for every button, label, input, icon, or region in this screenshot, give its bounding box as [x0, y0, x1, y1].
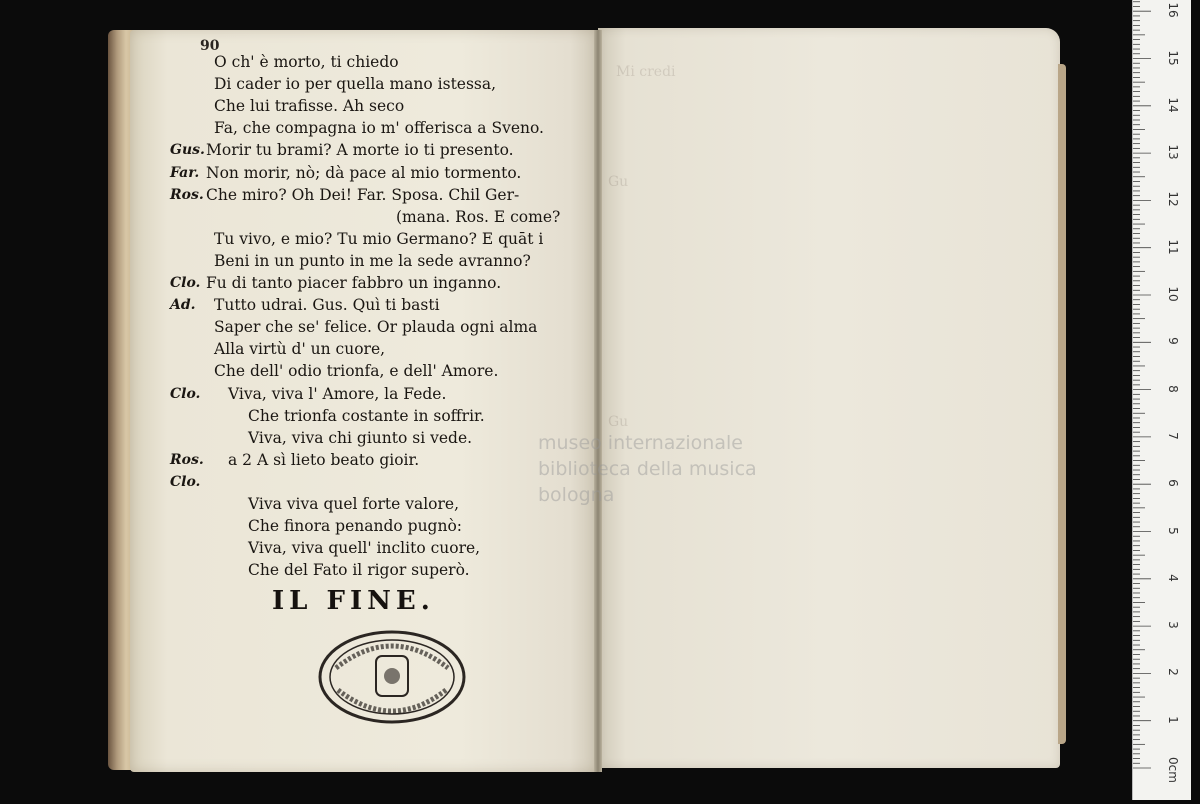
ruler-number: 13: [1166, 144, 1180, 160]
page-number: 90: [200, 38, 220, 54]
watermark-line: museo internazionale: [538, 432, 743, 454]
ruler-number: 1: [1166, 715, 1180, 724]
speaker-label: Ros.: [170, 186, 204, 203]
ruler-number: 3: [1166, 621, 1180, 629]
ruler-number: 10: [1166, 286, 1180, 302]
verse-line: Non morir, nò; dà pace al mio tormento.: [206, 163, 522, 182]
verse-line: Che miro? Oh Dei! Far. Sposa. Chil Ger-: [206, 185, 520, 204]
watermark-line: bologna: [538, 484, 615, 506]
ruler-number: 6: [1166, 479, 1180, 487]
verse-line: Che trionfa costante in soffrir.: [248, 406, 485, 425]
verse-line: Fa, che compagna io m' offerisca a Sveno.: [214, 119, 544, 138]
verse-line: Saper che se' felice. Or plauda ogni alma: [214, 318, 538, 337]
verse-line: a 2 A sì lieto beato gioir.: [228, 450, 420, 469]
verse-line: Viva viva quel forte valore,: [248, 495, 460, 513]
book-spine: [594, 30, 602, 772]
verse-line: Che del Fato il rigor superò.: [248, 561, 470, 580]
speaker-label: Ad.: [170, 297, 196, 314]
speaker-label: Clo.: [170, 385, 201, 402]
speaker-label: Ros.: [170, 451, 204, 468]
ruler-number: 14: [1166, 97, 1180, 113]
verse-line: Viva, viva l' Amore, la Fede.: [228, 384, 447, 403]
ruler-number: 15: [1166, 49, 1180, 66]
ruler-number: 12: [1166, 191, 1180, 208]
ruler-ticks: [1133, 0, 1191, 800]
right-page: [598, 28, 1060, 768]
verse-line: Viva, viva chi giunto si vede.: [248, 428, 473, 447]
verse-line: Tu vivo, e mio? Tu mio Germano? E quāt i: [214, 229, 544, 248]
ruler-number: 16: [1166, 2, 1180, 18]
ruler-number: 5: [1166, 526, 1180, 535]
ruler-number: 2: [1166, 668, 1180, 677]
show-through-text: Mi credi: [616, 64, 676, 80]
measurement-ruler: [1132, 0, 1191, 800]
verse-line: Che dell' odio trionfa, e dell' Amore.: [214, 362, 499, 381]
speaker-label: Far.: [170, 164, 200, 181]
ruler-number: 4: [1166, 573, 1180, 582]
verse-line: (mana. Ros. E come?: [396, 207, 561, 226]
verse-line: Beni in un punto in me la sede avranno?: [214, 251, 531, 270]
verse-line: Viva, viva quell' inclito cuore,: [248, 539, 481, 558]
ruler-number: 8: [1166, 384, 1180, 393]
ruler-number: 9: [1166, 337, 1180, 346]
verse-line: Tutto udrai. Gus. Quì ti basti: [214, 296, 440, 315]
speaker-label: Clo.: [170, 473, 201, 490]
ruler-number: 11: [1166, 239, 1180, 255]
end-title: IL FINE.: [272, 586, 435, 616]
verse-line: Morir tu brami? A morte io ti presento.: [206, 141, 514, 160]
watermark-line: biblioteca della musica: [538, 458, 757, 480]
speaker-label: Gus.: [170, 142, 205, 159]
verse-line: O ch' è morto, ti chiedo: [214, 53, 399, 71]
show-through-text: Gu: [608, 174, 629, 190]
right-page-edge: [1058, 64, 1066, 744]
watermark: [538, 430, 757, 508]
show-through-text: Gu: [608, 414, 629, 430]
ruler-number: 7: [1166, 432, 1180, 440]
ruler-number: 0cm: [1166, 757, 1180, 783]
verse-line: Fu di tanto piacer fabbro un inganno.: [206, 274, 502, 292]
verse-line: Che lui trafisse. Ah seco: [214, 97, 405, 116]
library-stamp: [316, 628, 468, 726]
verse-line: Alla virtù d' un cuore,: [214, 340, 386, 359]
verse-line: Che finora penando pugnò:: [248, 517, 463, 536]
verse-line: Di cader io per quella mano istessa,: [214, 75, 497, 94]
speaker-label: Clo.: [170, 275, 201, 291]
